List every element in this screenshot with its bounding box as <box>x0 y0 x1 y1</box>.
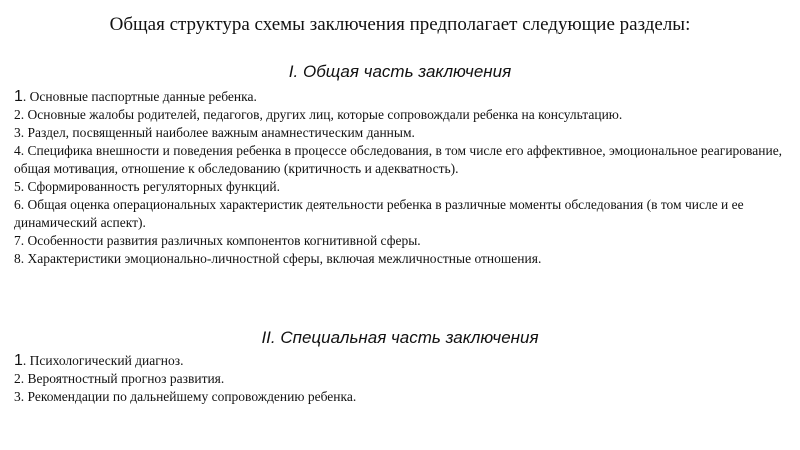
item-text: . Особенности развития различных компонентов когнитивной сферы. <box>20 233 421 248</box>
item-number: 8 <box>14 251 21 266</box>
item-text: . Характеристики эмоционально-личностной сферы, включая межличностные отношения. <box>20 251 542 266</box>
list-item <box>14 352 786 370</box>
slide-title: Общая структура схемы заключения предполагает следующие разделы: <box>109 14 691 35</box>
section-general-heading: I. Общая часть заключения <box>288 62 512 81</box>
section-general-list <box>14 88 786 268</box>
item-number: 2 <box>14 107 21 122</box>
item-text: . Рекомендации по дальнейшему сопровождению ребенка. <box>20 389 357 404</box>
item-text: . Основные жалобы родителей, педагогов, других лиц, которые сопровождали ребенка на консультацию. <box>20 107 623 122</box>
item-text: . Специфика внешности и поведения ребенка в процессе обследования, в том числе его аффективное, эмоциональное реагирование, общая мотивация, отношение к обследованию (критичность и адекватность). <box>14 143 783 176</box>
item-number: 2 <box>14 371 21 386</box>
list-item <box>14 250 786 268</box>
list-item <box>14 88 786 106</box>
list-item <box>14 124 786 142</box>
list-item <box>14 196 786 232</box>
list-item <box>14 106 786 124</box>
item-text: . Психологический диагноз. <box>22 353 184 368</box>
item-text: . Сформированность регуляторных функций. <box>20 179 280 194</box>
item-number: 3 <box>14 389 21 404</box>
item-number: 3 <box>14 125 21 140</box>
item-number: 7 <box>14 233 21 248</box>
item-number: 1 <box>14 88 23 105</box>
list-item <box>14 178 786 196</box>
item-text: . Основные паспортные данные ребенка. <box>22 89 257 104</box>
list-item <box>14 232 786 250</box>
section-special-list <box>14 352 786 406</box>
item-number: 1 <box>14 352 23 369</box>
list-item <box>14 388 786 406</box>
item-text: . Вероятностный прогноз развития. <box>20 371 225 386</box>
list-item <box>14 142 786 178</box>
item-number: 6 <box>14 197 21 212</box>
section-special-heading: II. Специальная часть заключения <box>261 328 539 347</box>
item-number: 5 <box>14 179 21 194</box>
item-text: . Раздел, посвященный наиболее важным анамнестическим данным. <box>20 125 415 140</box>
item-text: . Общая оценка операциональных характеристик деятельности ребенка в различные моменты обследования (в том числе и ее динамический аспект). <box>14 197 744 230</box>
list-item <box>14 370 786 388</box>
item-number: 4 <box>14 143 21 158</box>
